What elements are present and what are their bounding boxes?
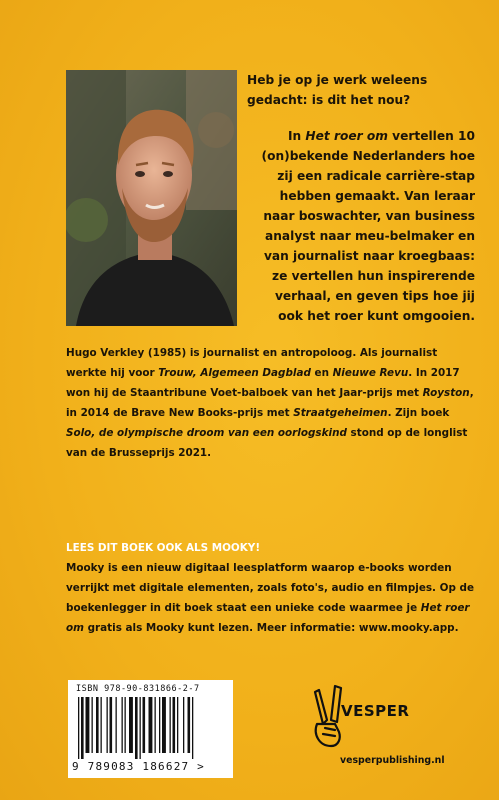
bio-text-1: Hugo Verkley (1985) is journalist en antropoloog. Als journalist werkte hij voor [66,347,438,379]
bio-book-2: Straatgeheimen [293,407,388,419]
barcode-bar [155,697,156,753]
barcode-bar [159,697,160,753]
bio-book-3: Solo, de olympische droom van een oorlogskind [66,427,347,439]
barcode-bars [76,697,226,759]
mooky-text-2: gratis als Mooky kunt lezen. Meer informatie: www.mooky.app. [83,622,459,634]
barcode-bar [188,697,191,753]
barcode-bar [101,697,102,753]
barcode-bar [140,697,141,759]
barcode-bar [96,697,99,753]
isbn-label: ISBN 978-90-831866-2-7 [76,684,200,694]
intro-pre: In [287,129,306,143]
barcode-bar [149,697,153,753]
barcode-bar [173,697,176,753]
bio-media-2: Nieuwe Revu [332,367,409,379]
publisher-website[interactable]: vesperpublishing.nl [340,755,445,766]
barcode-bar [78,697,79,759]
barcode-bar [170,697,171,753]
bio-text-2: en [310,367,333,379]
bio-text-6: stond op de longlist van de Brusseprijs 2021. [66,427,468,459]
barcode-bar [192,697,193,759]
author-photo [66,70,237,326]
barcode-bar [110,697,113,753]
barcode-bar [183,697,184,753]
barcode-bar [107,697,108,753]
intro-question: Heb je op je werk weleens gedacht: is dit het nou? [247,73,428,107]
mooky-body [66,558,476,638]
mooky-section [66,538,476,638]
mooky-book-title: Het roer om [66,602,470,634]
barcode-bar [81,697,84,759]
barcode-bar [162,697,166,753]
mooky-text-1: Mooky is een nieuw digitaal leesplatform waarop e-books worden verrijkt met digitale elementen, zoals foto's, audio en filmpjes. Op de boekenlegger in dit boek staat een unieke code waarmee je [66,562,474,614]
bio-text-4: , in 2014 de Brave New Books-prijs met [66,387,474,419]
barcode-bar [116,697,117,753]
mooky-heading: LEES DIT BOEK OOK ALS MOOKY! [66,542,261,554]
bio-media-1: Trouw, Algemeen Dagblad [158,367,311,379]
intro-paragraph [247,126,475,326]
barcode-bar [92,697,93,753]
author-bio [66,343,476,463]
barcode-bar [143,697,146,753]
intro-body: vertellen 10 (on)bekende Nederlanders hoe zij een radicale carrière-stap hebben gemaakt. Van leraar naar boswachter, van business analyst naar meu-belmaker en van journalist naar kroegbaas: ze vertellen hun inspirerende verhaal, en geven tips hoe jij ook het roer kunt omgooien. [261,129,475,323]
intro-text [247,70,475,342]
bio-text-5: . Zijn boek [387,407,450,419]
barcode-bar [129,697,133,753]
isbn-digits: 9 789083 186627 > [72,760,205,773]
book-title: Het roer om [305,129,388,143]
barcode-bar [135,697,138,759]
barcode-bar [86,697,90,753]
barcode-bar [122,697,123,753]
barcode-bar [125,697,126,753]
author-portrait-image [66,70,237,326]
bio-text-3: . In 2017 won hij de Staantribune Voet-balboek van het Jaar-prijs met [66,367,460,399]
barcode [68,680,233,778]
publisher-name: VESPER [341,702,410,720]
bio-book-1: Royston [422,387,470,399]
barcode-bar [177,697,178,753]
